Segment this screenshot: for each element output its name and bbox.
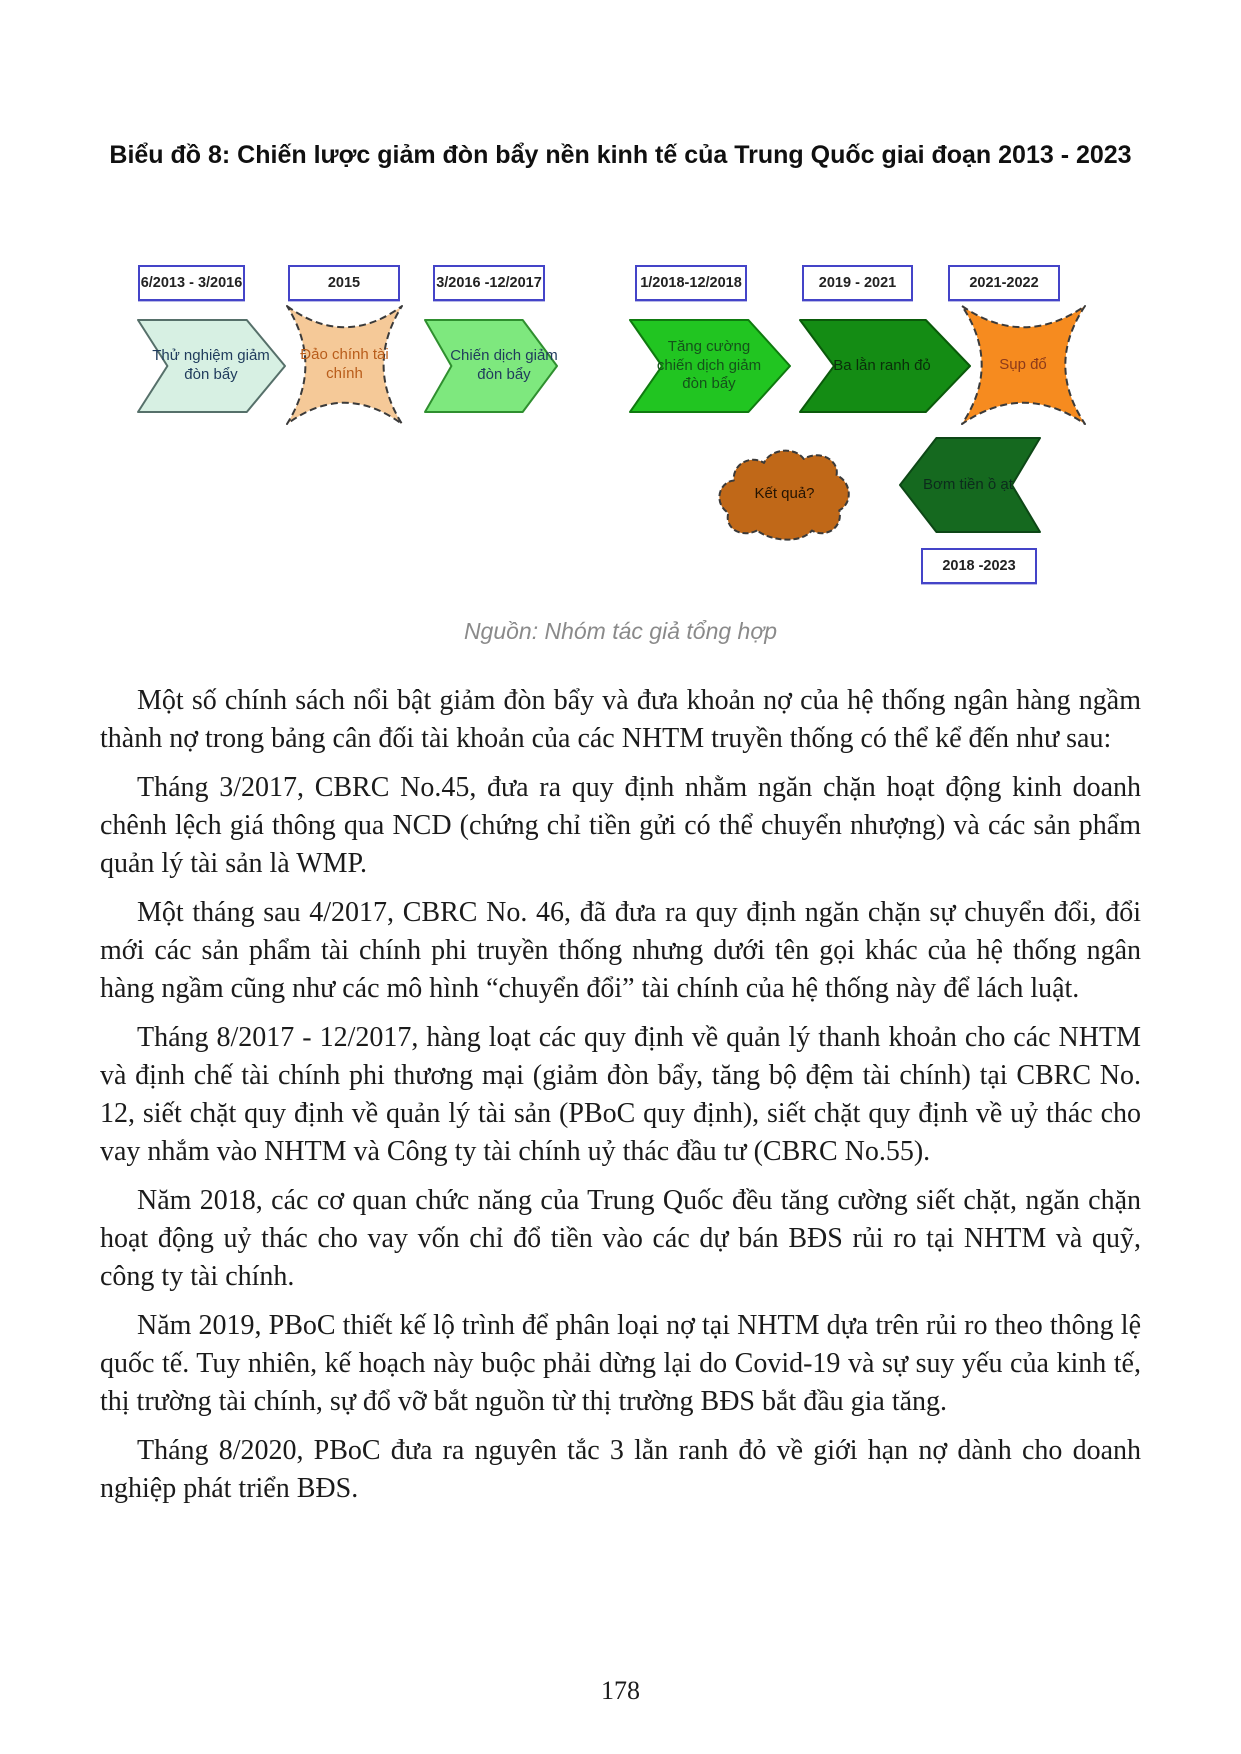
response-label: Bơm tiền ồ ạt <box>923 475 1013 493</box>
chevron-arrow-shape-3 <box>425 320 557 412</box>
paragraph-4: Tháng 8/2017 - 12/2017, hàng loạt các quy định về quản lý thanh khoản cho các NHTM và định chế tài chính phi thương mại (giảm đòn bẩy, tăng bộ đệm tài chính) tại CBRC No. 12, siết chặt quy định về quản lý tài sản (PBoC quy định), siết chặt quy định về uỷ thác cho vay nhắm vào NHTM và Công ty tài chính uỷ thác đầu tư (CBRC No.55). <box>100 1022 1141 1167</box>
paragraph-5: Năm 2018, các cơ quan chức năng của Trung Quốc đều tăng cường siết chặt, ngăn chặn hoạt động uỷ thác cho vay vốn chỉ đổ tiền vào các dự bán BĐS rủi ro tại NHTM và quỹ, công ty tài chính. <box>100 1185 1141 1292</box>
chevron-arrow-shape-4 <box>630 320 790 412</box>
date-box-7: 2018 -2023 <box>921 548 1037 584</box>
concave-star-shape-2 <box>287 306 402 424</box>
stage-label-6: Sụp đổ <box>999 355 1047 373</box>
paragraph-1: Một số chính sách nổi bật giảm đòn bẩy và đưa khoản nợ của hệ thống ngân hàng ngầm thành nợ trong bảng cân đối tài khoản của các NHTM truyền thống có thể kể đến như sau: <box>100 685 1141 754</box>
page-number: 178 <box>601 1676 640 1705</box>
paragraph-3: Một tháng sau 4/2017, CBRC No. 46, đã đưa ra quy định ngăn chặn sự chuyển đổi, đổi mới các sản phẩm tài chính phi truyền thống nhưng dưới tên gọi khác của hệ thống ngân hàng ngầm cũng như các mô hình “chuyển đổi” tài chính của hệ thống này để lách luật. <box>100 897 1141 1004</box>
chevron-arrow-left-shape <box>900 438 1040 532</box>
paragraph-2: Tháng 3/2017, CBRC No.45, đưa ra quy định nhằm ngăn chặn hoạt động kinh doanh chênh lệch giá thông qua NCD (chứng chỉ tiền gửi có thể chuyển nhượng) và các sản phẩm quản lý tài sản là WMP. <box>100 772 1141 879</box>
date-box-3: 3/2016 -12/2017 <box>433 265 545 301</box>
chevron-arrow-shape-5 <box>800 320 970 412</box>
stage-label-5: Ba lằn ranh đỏ <box>833 356 931 374</box>
date-box-2: 2015 <box>288 265 400 301</box>
paragraph-7: Tháng 8/2020, PBoC đưa ra nguyên tắc 3 lằn ranh đỏ về giới hạn nợ dành cho doanh nghiệp phát triển BĐS. <box>100 1435 1141 1504</box>
timeline-diagram <box>0 240 1241 605</box>
date-box-5: 2019 - 2021 <box>802 265 913 301</box>
chevron-arrow-shape-1 <box>138 320 285 412</box>
cloud-shape <box>716 444 853 544</box>
result-label: Kết quả? <box>754 484 815 502</box>
chart-title: Biểu đồ 8: Chiến lược giảm đòn bẩy nền kinh tế của Trung Quốc giai đoạn 2013 - 2023 <box>109 141 1132 169</box>
concave-star-shape-6 <box>962 306 1085 424</box>
stage-label-3: Chiến dịch giảm đòn bẩy <box>450 347 558 383</box>
paragraph-6: Năm 2019, PBoC thiết kế lộ trình để phân loại nợ tại NHTM dựa trên rủi ro theo thông lệ quốc tế. Tuy nhiên, kế hoạch này buộc phải dừng lại do Covid-19 và sự suy yếu của kinh tế, thị trường tài chính, sự đổ vỡ bắt nguồn từ thị trường BĐS bắt đầu gia tăng. <box>100 1310 1141 1417</box>
stage-label-1: Thử nghiệm giảm đòn bẩy <box>152 347 270 383</box>
source-caption: Nguồn: Nhóm tác giả tổng hợp <box>463 618 778 644</box>
stage-label-2: Đảo chính tài chính <box>300 346 389 382</box>
date-box-1: 6/2013 - 3/2016 <box>138 265 245 301</box>
date-box-4: 1/2018-12/2018 <box>635 265 747 301</box>
date-box-6: 2021-2022 <box>948 265 1060 301</box>
body-text <box>100 682 1141 1519</box>
stage-label-4: Tăng cường chiến dịch giảm đòn bẩy <box>656 337 762 393</box>
